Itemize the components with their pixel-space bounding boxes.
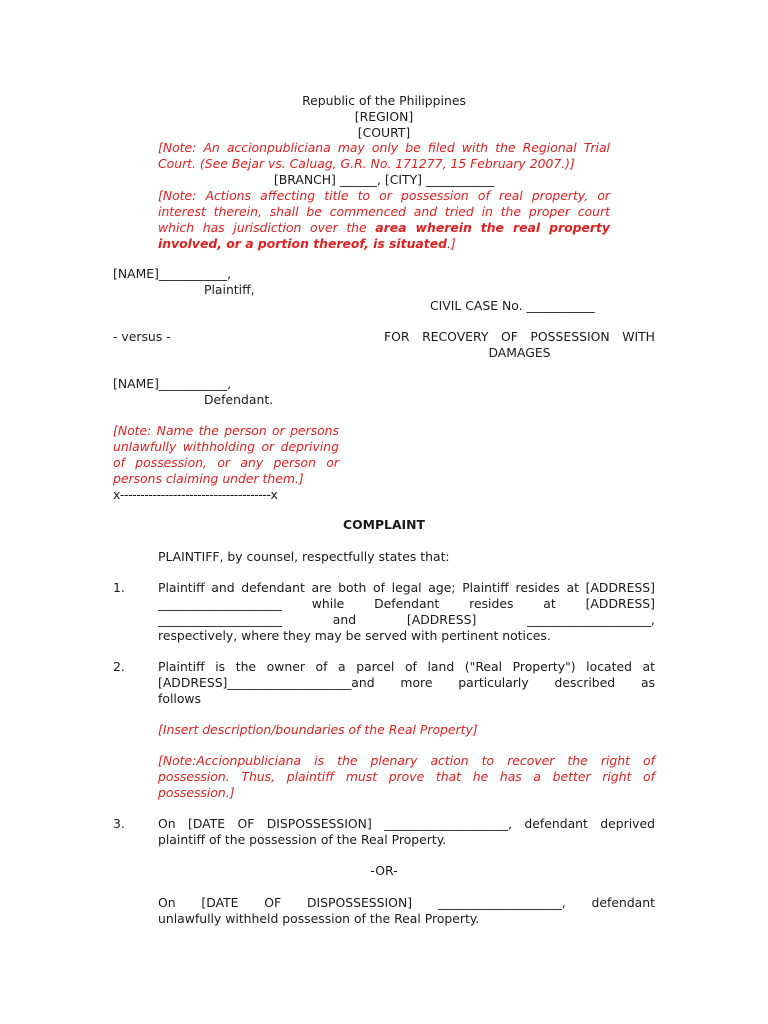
paragraph-1: Plaintiff and defendant are both of legal age; Plaintiff resides at [ADDRESS] ____________________ while Defendant resides at [ADDRESS] ____________________ and [ADDRESS] ____________________, respectively, where they may be served with pertinent notices. (158, 580, 655, 643)
paragraph-2-number: 2. (113, 659, 125, 674)
region-line: [REGION] (354, 109, 414, 124)
insert-description-note: [Insert description/boundaries of the Real Property] (158, 722, 478, 737)
paragraph-2: Plaintiff is the owner of a parcel of land ("Real Property") located at [ADDRESS]____________________and more particularly described as follows (158, 659, 655, 706)
branch-city-line: [BRANCH] ______, [CITY] ___________ (273, 172, 495, 187)
note-defendant: [Note: Name the person or persons unlawfully withholding or depriving of possession, or any person or persons claiming under them.] (113, 423, 339, 486)
note-venue-real-property: [Note: Actions affecting title to or possession of real property, or interest therein, shall be commenced and tried in the proper court which has jurisdiction over the area wherein the real property involved, or a portion thereof, is situated.] (158, 188, 610, 251)
paragraph-1-number: 1. (113, 580, 125, 595)
paragraph-3-alternative: On [DATE OF DISPOSSESSION] ____________________, defendant unlawfully withheld possession of the Real Property. (158, 895, 655, 926)
defendant-label: Defendant. (204, 392, 274, 407)
document-title: COMPLAINT (343, 517, 425, 532)
caption-separator: x-------------------------------------x (113, 487, 278, 502)
plaintiff-label: Plaintiff, (204, 282, 255, 297)
defendant-name: [NAME]___________, (113, 376, 232, 391)
alternative-or: -OR- (370, 863, 398, 878)
republic-line: Republic of the Philippines (302, 93, 466, 108)
court-line: [COURT] (357, 125, 411, 140)
case-nature: FOR RECOVERY OF POSSESSION WITH DAMAGES (384, 329, 655, 360)
note-venue-rtc: [Note: An accionpubliciana may only be filed with the Regional Trial Court. (See Bejar vs. Caluag, G.R. No. 171277, 15 February 2007.)] (158, 140, 610, 171)
court-header (113, 93, 655, 141)
plaintiff-name: [NAME]___________, (113, 266, 232, 281)
intro-paragraph: PLAINTIFF, by counsel, respectfully states that: (158, 549, 450, 564)
civil-case-number: CIVIL CASE No. ___________ (430, 298, 595, 313)
paragraph-3-number: 3. (113, 816, 125, 831)
versus-label: - versus - (113, 329, 171, 344)
note-accionpubliciana: [Note:Accionpubliciana is the plenary action to recover the right of possession. Thus, plaintiff must prove that he has a better right of possession.] (158, 753, 655, 800)
paragraph-3: On [DATE OF DISPOSSESSION] ____________________, defendant deprived plaintiff of the possession of the Real Property. (158, 816, 655, 847)
